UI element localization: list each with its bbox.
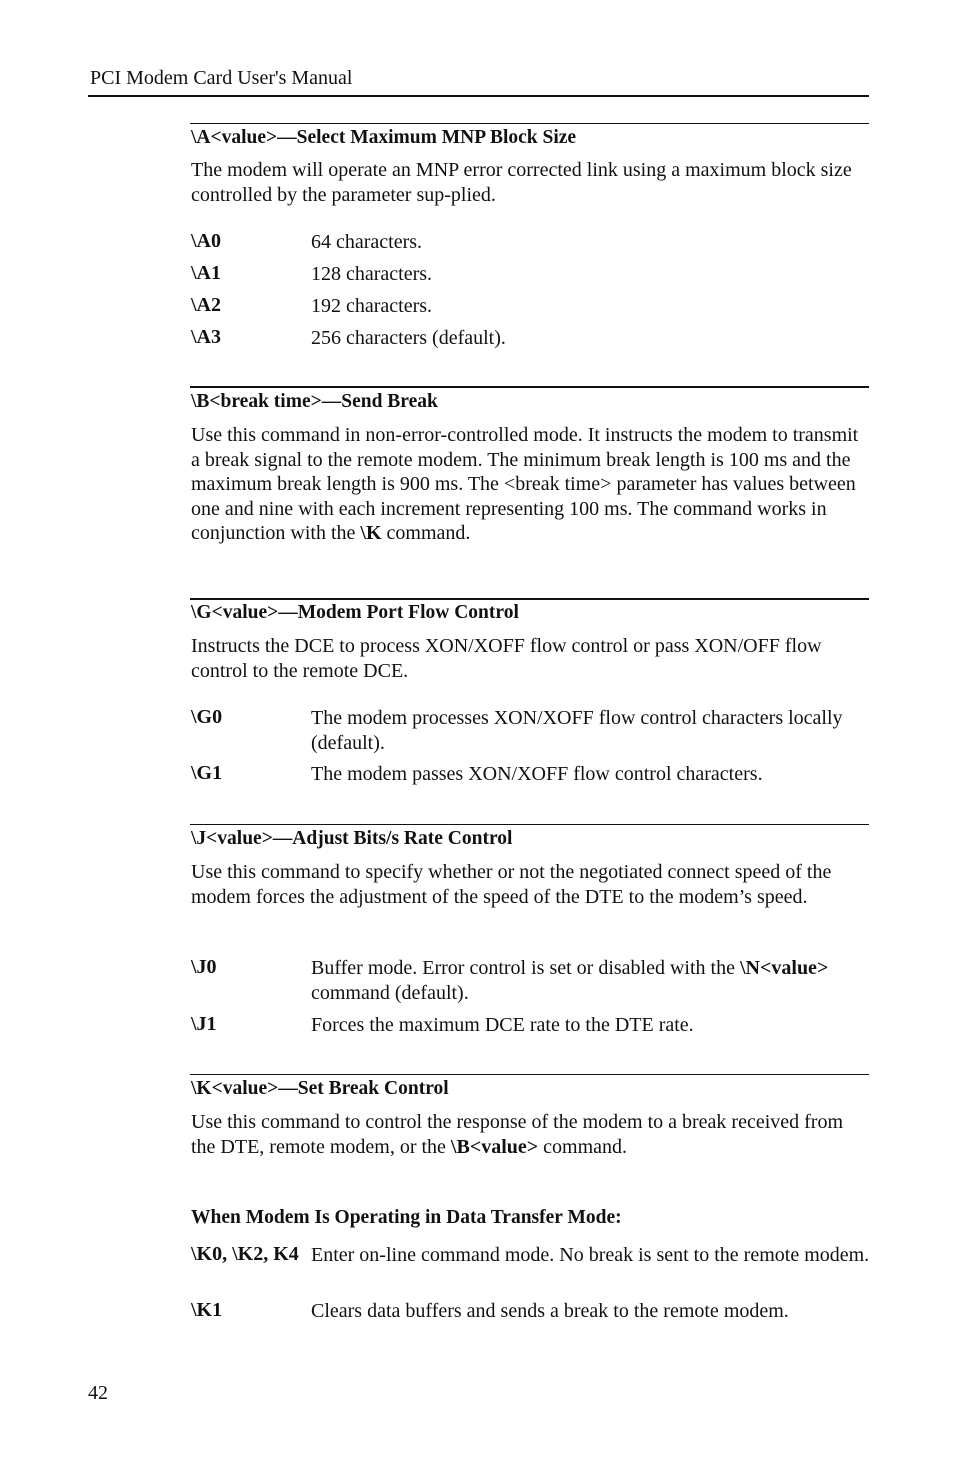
cmd-a1-desc: 128 characters. — [311, 263, 433, 285]
section-k-rule — [190, 1074, 869, 1075]
cmd-k0-k2-k4: \K0, \K2, K4 — [191, 1243, 299, 1265]
cmd-j0-desc-text: Buffer mode. Error control is set or disabled with the — [311, 957, 740, 979]
cmd-k1: \K1 — [191, 1299, 223, 1321]
section-k-desc-tail: command. — [538, 1135, 628, 1158]
section-k-subheading: When Modem Is Operating in Data Transfer Mode: — [191, 1207, 622, 1228]
cmd-g0: \G0 — [191, 706, 223, 728]
section-a-description: The modem will operate an MNP error corrected link using a maximum block size controlled by the parameter sup-plied. — [191, 159, 852, 206]
running-header: PCI Modem Card User's Manual — [90, 67, 353, 89]
section-g-description: Instructs the DCE to process XON/XOFF flow control or pass XON/OFF flow control to the remote DCE. — [191, 635, 822, 682]
cmd-a3-desc: 256 characters (default). — [311, 327, 506, 349]
section-a-title: \A<value>—Select Maximum MNP Block Size — [191, 127, 577, 148]
section-b-title: \B<break time>—Send Break — [191, 391, 438, 412]
section-k-description — [191, 1110, 869, 1159]
section-j-title: \J<value>—Adjust Bits/s Rate Control — [191, 828, 513, 849]
cmd-a3: \A3 — [191, 326, 221, 348]
cmd-j0-desc — [311, 956, 871, 1005]
cmd-g1: \G1 — [191, 762, 223, 784]
cmd-j1-desc: Forces the maximum DCE rate to the DTE rate. — [311, 1014, 694, 1036]
section-b-desc-bold: \K — [360, 522, 382, 544]
cmd-j0: \J0 — [191, 956, 217, 978]
section-k-title: \K<value>—Set Break Control — [191, 1078, 449, 1099]
section-a-rule — [190, 123, 869, 124]
cmd-g0-desc: The modem processes XON/XOFF flow control characters locally (default). — [311, 707, 843, 754]
cmd-j0-desc-tail: command (default). — [311, 981, 469, 1004]
cmd-a1: \A1 — [191, 262, 221, 284]
page-number: 42 — [88, 1382, 108, 1404]
cmd-j0-desc-bold: \N<value> — [739, 957, 829, 979]
section-j-description: Use this command to specify whether or not the negotiated connect speed of the modem forces the adjustment of the speed of the DTE to the modem’s speed. — [191, 861, 832, 908]
cmd-a0-desc: 64 characters. — [311, 231, 423, 253]
cmd-k0-k2-k4-desc: Enter on-line command mode. No break is sent to the remote modem. — [311, 1244, 870, 1266]
section-b-description — [191, 423, 869, 546]
cmd-a2: \A2 — [191, 294, 221, 316]
cmd-k1-desc: Clears data buffers and sends a break to the remote modem. — [311, 1300, 789, 1322]
section-j-rule — [190, 824, 869, 825]
section-g-title: \G<value>—Modem Port Flow Control — [191, 602, 519, 623]
section-k-desc-text: Use this command to control the response of the modem to a break received from the DTE, remote modem, or the — [191, 1111, 844, 1158]
section-k-desc-bold: \B<value> — [450, 1135, 539, 1158]
cmd-a0: \A0 — [191, 230, 221, 252]
cmd-g1-desc: The modem passes XON/XOFF flow control characters. — [311, 763, 763, 785]
section-b-desc-tail: command. — [381, 522, 471, 544]
section-b-rule — [190, 386, 869, 388]
section-b-desc-text: Use this command in non-error-controlled mode. It instructs the modem to transmit a break signal to the remote modem. The minimum break length is 100 ms and the maximum break length is 900 ms. The <break time> parameter has values between one and nine with each increment representing 100 ms. The command works in conjunction with the — [191, 424, 859, 544]
cmd-j1: \J1 — [191, 1013, 217, 1035]
cmd-a2-desc: 192 characters. — [311, 295, 433, 317]
header-rule — [88, 95, 869, 97]
section-g-rule — [190, 598, 869, 600]
